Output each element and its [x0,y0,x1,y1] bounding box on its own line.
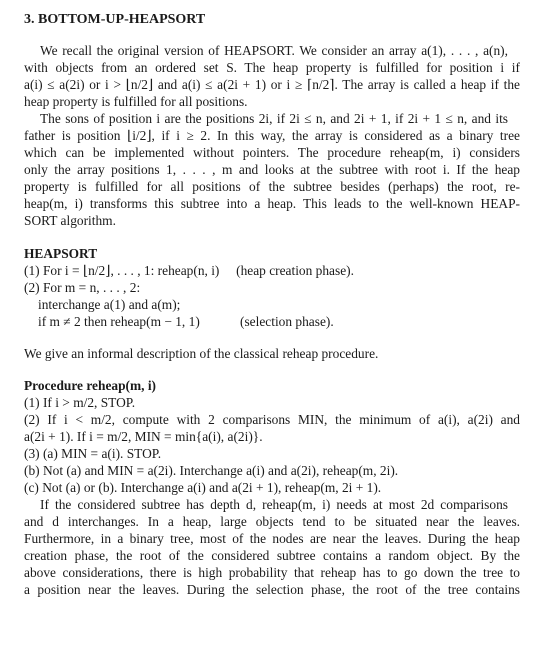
section-title: 3. BOTTOM-UP-HEAPSORT [24,12,206,27]
closing-line-6: a position near the leaves. During the selection phase, the root of the tree contains [24,582,520,597]
procedure-line-4: (3) (a) MIN = a(i). STOP. [24,446,162,461]
heapsort-step-1 [24,262,520,279]
closing-line-4: creation phase, the root of the considered subtree contains a random object. By the [24,548,520,563]
intro-line-1: We recall the original version of HEAPSORT. We consider an array a(1), . . . , a(n), [40,43,508,58]
intro-line-6: father is position ⌊i/2⌋, if i ≥ 2. In this way, the array is considered as a binary tree [24,128,520,143]
informal-description-line: We give an informal description of the classical reheap procedure. [24,346,379,361]
intro-line-4: heap property is fulfilled for all positions. [24,94,248,109]
heapsort-step-2-if-code: if m ≠ 2 then reheap(m − 1, 1) [38,314,200,329]
intro-line-11: SORT algorithm. [24,213,116,228]
intro-line-2: with objects from an ordered set S. The heap property is fulfilled for position i if [24,60,520,75]
procedure-line-2: (2) If i < m/2, compute with 2 comparisons MIN, the minimum of a(i), a(2i) and [24,412,520,427]
procedure-line-3: a(2i + 1). If i = m/2, MIN = min{a(i), a(2i)}. [24,429,263,444]
heapsort-title: HEAPSORT [24,246,98,261]
procedure-title: Procedure reheap(m, i) [24,378,157,393]
procedure-line-5: (b) Not (a) and MIN = a(2i). Interchange a(i) and a(2i), reheap(m, 2i). [24,463,399,478]
heapsort-step-1-code: (1) For i = ⌊n/2⌋, . . . , 1: reheap(n, i) [24,263,220,278]
intro-line-7: which can be implemented without pointers. The procedure reheap(m, i) considers [24,145,520,160]
heapsort-step-2-interchange: interchange a(1) and a(m); [38,297,181,312]
closing-line-2: and d interchanges. In a heap, large objects tend to be situated near the leaves. [24,514,520,529]
intro-line-5: The sons of position i are the positions 2i, if 2i ≤ n, and 2i + 1, if 2i + 1 ≤ n, and its [40,111,508,126]
intro-line-10: heap(m, i) transforms this subtree into a heap. This leads to the well-known HEAP- [24,196,520,211]
procedure-line-6: (c) Not (a) or (b). Interchange a(i) and a(2i + 1), reheap(m, 2i + 1). [24,480,382,495]
heapsort-step-2: (2) For m = n, . . . , 2: [24,280,141,295]
heapsort-step-2-note: (selection phase). [240,314,334,329]
intro-line-3: a(i) ≤ a(2i) or i > ⌊n/2⌋ and a(i) ≤ a(2i + 1) or i ≥ ⌈n/2⌉. The array is called a heap if the [24,77,520,92]
intro-line-8: only the array positions 1, . . . , m and looks at the subtree with root i. If the heap [24,162,520,177]
closing-line-3: Furthermore, in a binary tree, most of the nodes are near the leaves. During the heap [24,531,520,546]
closing-line-1: If the considered subtree has depth d, reheap(m, i) needs at most 2d comparisons [40,497,508,512]
heapsort-step-1-note: (heap creation phase). [236,263,354,278]
intro-line-9: property is fulfilled for all positions of the subtree besides (perhaps) the root, re- [24,179,520,194]
closing-line-5: above considerations, there is high probability that reheap has to go down the tree to [24,565,520,580]
procedure-line-1: (1) If i > m/2, STOP. [24,395,136,410]
